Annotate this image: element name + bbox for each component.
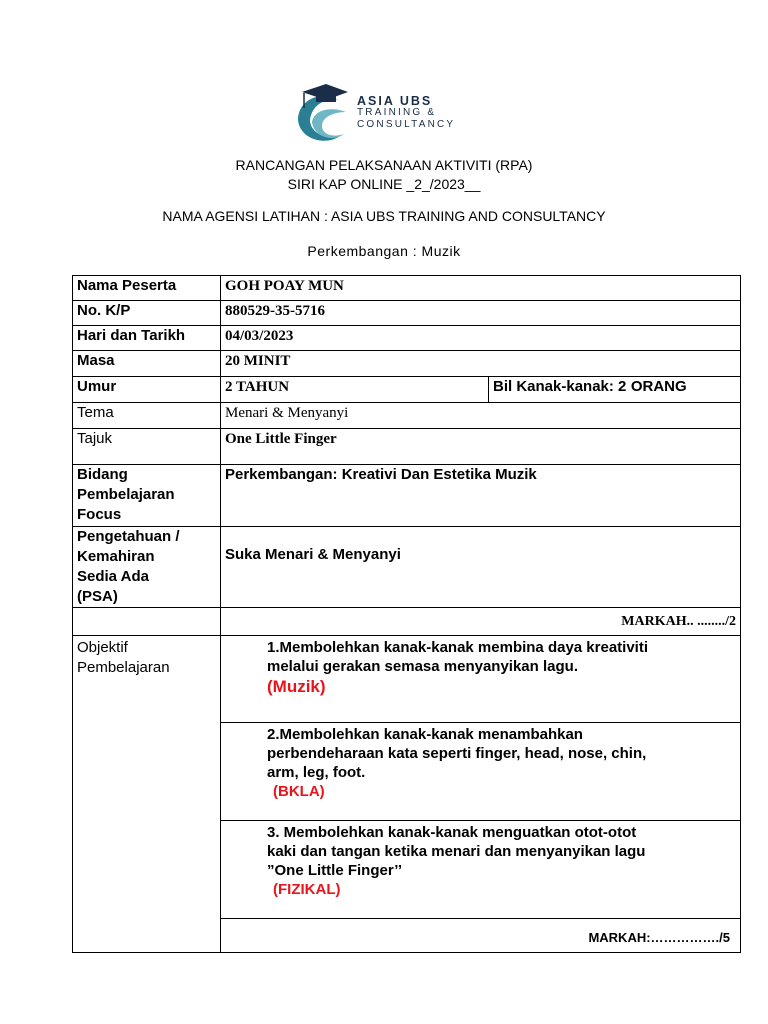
- objective-1-tag: (Muzik): [267, 677, 326, 697]
- logo-text: [357, 95, 455, 131]
- tajuk-label: Tajuk: [73, 429, 221, 465]
- row-kp: [73, 301, 741, 326]
- objective-2-tag: (BKLA): [273, 782, 325, 800]
- kp-label: No. K/P: [73, 301, 221, 326]
- objective-1: 1.Membolehkan kanak-kanak membina daya kreativiti melalui gerakan semasa menyanyikan lagu. (Muzik): [221, 636, 741, 722]
- row-tema: [73, 403, 741, 429]
- markah-1-empty: [73, 608, 221, 636]
- row-bidang: [73, 465, 741, 527]
- row-markah-1: [73, 608, 741, 636]
- subject-heading: Perkembangan : Muzik: [307, 243, 461, 259]
- kp-value: 880529-35-5716: [221, 301, 741, 326]
- row-tarikh: [73, 326, 741, 351]
- row-objektif-1: [73, 636, 741, 722]
- row-umur: [73, 377, 741, 403]
- tema-label: Tema: [73, 403, 221, 429]
- psa-value: Suka Menari & Menyanyi: [221, 527, 741, 608]
- bil-kanak-kanak: Bil Kanak-kanak: 2 ORANG: [489, 377, 741, 403]
- row-psa: [73, 527, 741, 608]
- masa-label: Masa: [73, 351, 221, 377]
- tajuk-value: One Little Finger: [221, 429, 741, 465]
- logo-line-2: TRAINING &: [357, 107, 437, 118]
- objective-2: 2.Membolehkan kanak-kanak menambahkan perbendeharaan kata seperti finger, head, nose, chin, arm, leg, foot. (BKLA): [221, 722, 741, 820]
- objektif-label: Objektif Pembelajaran: [73, 636, 221, 953]
- document-title: RANCANGAN PELAKSANAAN AKTIVITI (RPA): [235, 157, 533, 173]
- psa-label: Pengetahuan / Kemahiran Sedia Ada (PSA): [73, 527, 221, 608]
- row-masa: [73, 351, 741, 377]
- nama-label: Nama Peserta: [73, 276, 221, 301]
- row-tajuk: [73, 429, 741, 465]
- markah-1: MARKAH.. ......../2: [221, 608, 741, 636]
- logo-emblem-icon: [290, 80, 360, 150]
- umur-value: 2 TAHUN: [221, 377, 489, 403]
- umur-label: Umur: [73, 377, 221, 403]
- nama-value: GOH POAY MUN: [221, 276, 741, 301]
- agency-name: NAMA AGENSI LATIHAN : ASIA UBS TRAINING AND CONSULTANCY: [162, 208, 606, 224]
- tarikh-label: Hari dan Tarikh: [73, 326, 221, 351]
- bidang-label: Bidang Pembelajaran Focus: [73, 465, 221, 527]
- objective-3: 3. Membolehkan kanak-kanak menguatkan otot-otot kaki dan tangan ketika menari dan menyanyikan lagu ”One Little Finger’’ (FIZIKAL): [221, 820, 741, 918]
- bidang-value: Perkembangan: Kreativi Dan Estetika Muzik: [221, 465, 741, 527]
- row-nama: [73, 276, 741, 301]
- tarikh-value: 04/03/2023: [221, 326, 741, 351]
- document-series: SIRI KAP ONLINE _2_/2023__: [287, 176, 481, 192]
- logo-line-1: ASIA UBS: [357, 94, 433, 108]
- bil-value: ORANG: [630, 378, 687, 396]
- masa-value: 20 MINIT: [221, 351, 741, 377]
- markah-2: MARKAH:……………./5: [221, 918, 741, 952]
- objective-3-tag: (FIZIKAL): [273, 880, 341, 898]
- rpa-form-table: [72, 275, 741, 953]
- logo-line-3: CONSULTANCY: [357, 119, 456, 130]
- tema-value: Menari & Menyanyi: [221, 403, 741, 429]
